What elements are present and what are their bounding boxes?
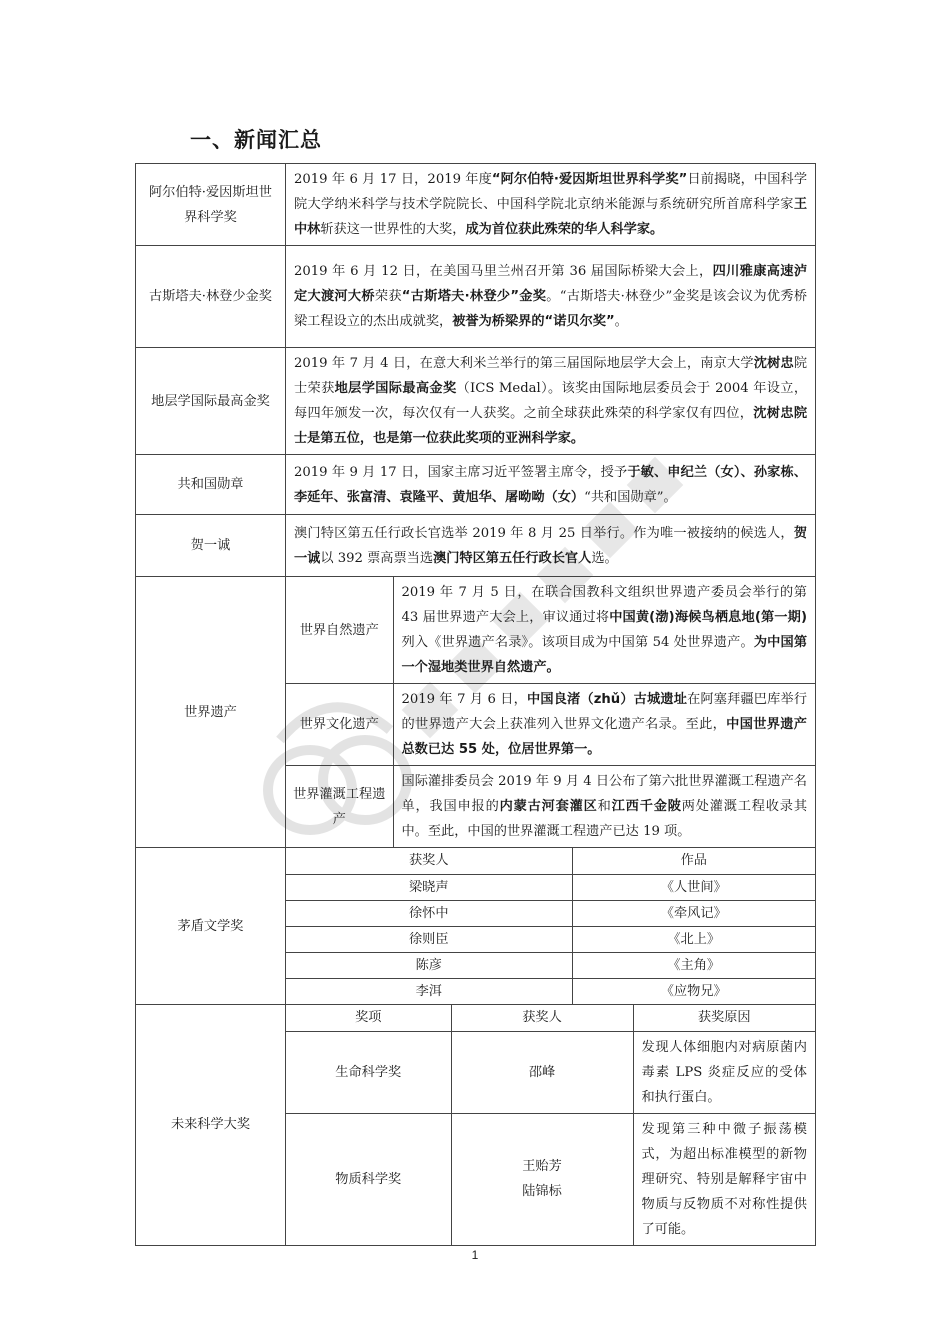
maodun-name: 梁晓声	[286, 874, 572, 900]
future-winner-name: 王贻芳	[522, 1159, 562, 1174]
future-header-prize: 奖项	[286, 1005, 451, 1031]
row-stratigraphy	[136, 348, 816, 455]
maodun-work: 《北上》	[572, 926, 815, 952]
maodun-name: 李洱	[286, 978, 572, 1004]
table-row	[286, 926, 815, 952]
future-reason: 发现第三种中微子振荡模式，为超出标准模型的新物理研究、特别是解释宇宙中物质与反物质不对称性提供了可能。	[633, 1113, 815, 1245]
label-maodun: 茅盾文学奖	[136, 848, 286, 1005]
label-einstein: 阿尔伯特·爱因斯坦世界科学奖	[136, 164, 286, 246]
table-row	[286, 952, 815, 978]
future-header-row	[286, 1005, 815, 1031]
future-reason: 发现人体细胞内对病原菌内毒素 LPS 炎症反应的受体和执行蛋白。	[633, 1031, 815, 1113]
table-row	[286, 978, 815, 1004]
content-einstein: 2019 年 6 月 17 日，2019 年度“阿尔伯特·爱因斯坦世界科学奖”日前揭晓，中国科学院大学纳米科学与技术学院院长、中国科学院北京纳米能源与系统研究所首席科学家王中林斩获这一世界性的大奖，成为首位获此殊荣的华人科学家。	[286, 164, 816, 246]
table-row	[286, 874, 815, 900]
future-winner	[451, 1031, 633, 1113]
row-lindenthal	[136, 246, 816, 348]
heritage-nest	[286, 577, 816, 848]
maodun-header-work: 作品	[572, 848, 815, 874]
table-row	[286, 1031, 815, 1113]
row-republic	[136, 455, 816, 515]
content-republic: 2019 年 9 月 17 日，国家主席习近平签署主席令，授予于敏、申纪兰（女）、孙家栋、李延年、张富清、袁隆平、黄旭华、屠呦呦（女）“共和国勋章”。	[286, 455, 816, 515]
future-winner	[451, 1113, 633, 1245]
heritage-cultural-label: 世界文化遗产	[286, 684, 393, 766]
label-ho: 贺一诚	[136, 515, 286, 577]
future-header-winner: 获奖人	[451, 1005, 633, 1031]
maodun-table	[286, 848, 815, 1004]
row-heritage	[136, 577, 816, 848]
maodun-name: 徐则臣	[286, 926, 572, 952]
label-lindenthal: 古斯塔夫·林登少金奖	[136, 246, 286, 348]
heritage-irrigation-label: 世界灌溉工程遗产	[286, 766, 393, 848]
heritage-natural-label: 世界自然遗产	[286, 577, 393, 684]
row-ho	[136, 515, 816, 577]
maodun-header-name: 获奖人	[286, 848, 572, 874]
maodun-work: 《人世间》	[572, 874, 815, 900]
heritage-table	[286, 577, 815, 847]
maodun-name: 徐怀中	[286, 900, 572, 926]
table-row	[286, 900, 815, 926]
maodun-work: 《主角》	[572, 952, 815, 978]
label-stratigraphy: 地层学国际最高金奖	[136, 348, 286, 455]
label-republic: 共和国勋章	[136, 455, 286, 515]
table-row	[286, 1113, 815, 1245]
label-future: 未来科学大奖	[136, 1005, 286, 1246]
heritage-irrigation-content: 国际灌排委员会 2019 年 9 月 4 日公布了第六批世界灌溉工程遗产名单，我国申报的内蒙古河套灌区和江西千金陂两处灌溉工程收录其中。至此，中国的世界灌溉工程遗产已达 19 项。	[393, 766, 815, 848]
heritage-natural-content: 2019 年 7 月 5 日，在联合国教科文组织世界遗产委员会举行的第 43 届世界遗产大会上，审议通过将中国黄(渤)海候鸟栖息地(第一期)列入《世界遗产名录》。该项目成为中国第 54 处世界遗产。为中国第一个湿地类世界自然遗产。	[393, 577, 815, 684]
future-prize: 物质科学奖	[286, 1113, 451, 1245]
label-heritage: 世界遗产	[136, 577, 286, 848]
future-nest	[286, 1005, 816, 1246]
future-winner-name: 陆锦标	[522, 1184, 562, 1199]
maodun-nest	[286, 848, 816, 1005]
future-prize: 生命科学奖	[286, 1031, 451, 1113]
heritage-cultural-content: 2019 年 7 月 6 日，中国良渚（zhǔ）古城遗址在阿塞拜疆巴库举行的世界遗产大会上获准列入世界文化遗产名录。至此，中国世界遗产总数已达 55 处，位居世界第一。	[393, 684, 815, 766]
page-number: 1	[471, 1248, 479, 1262]
maodun-header-row	[286, 848, 815, 874]
maodun-work: 《应物兄》	[572, 978, 815, 1004]
row-einstein	[136, 164, 816, 246]
content-stratigraphy: 2019 年 7 月 4 日，在意大利米兰举行的第三届国际地层学大会上，南京大学沈树忠院士荣获地层学国际最高金奖（ICS Medal）。该奖由国际地层委员会于 2004 年设立，每四年颁发一次，每次仅有一人获奖。之前全球获此殊荣的科学家仅有四位，沈树忠院士是第五位，也是第一位获此奖项的亚洲科学家。	[286, 348, 816, 455]
maodun-work: 《牵风记》	[572, 900, 815, 926]
heritage-cultural-row	[286, 684, 815, 766]
heritage-natural-row	[286, 577, 815, 684]
future-header-reason: 获奖原因	[633, 1005, 815, 1031]
news-summary-table	[135, 163, 816, 1246]
maodun-name: 陈彦	[286, 952, 572, 978]
row-maodun	[136, 848, 816, 1005]
content-ho: 澳门特区第五任行政长官选举 2019 年 8 月 25 日举行。作为唯一被接纳的候选人，贺一诚以 392 票高票当选澳门特区第五任行政长官人选。	[286, 515, 816, 577]
heritage-irrigation-row	[286, 766, 815, 848]
future-winner-name: 邵峰	[528, 1064, 556, 1080]
content-lindenthal: 2019 年 6 月 12 日，在美国马里兰州召开第 36 届国际桥梁大会上，四川雅康高速泸定大渡河大桥荣获“古斯塔夫·林登少”金奖。“古斯塔夫·林登少”金奖是该会议为优秀桥梁工程设立的杰出成就奖，被誉为桥梁界的“诺贝尔奖”。	[286, 246, 816, 348]
row-future	[136, 1005, 816, 1246]
future-table	[286, 1005, 815, 1245]
page-title: 一、新闻汇总	[190, 128, 322, 152]
